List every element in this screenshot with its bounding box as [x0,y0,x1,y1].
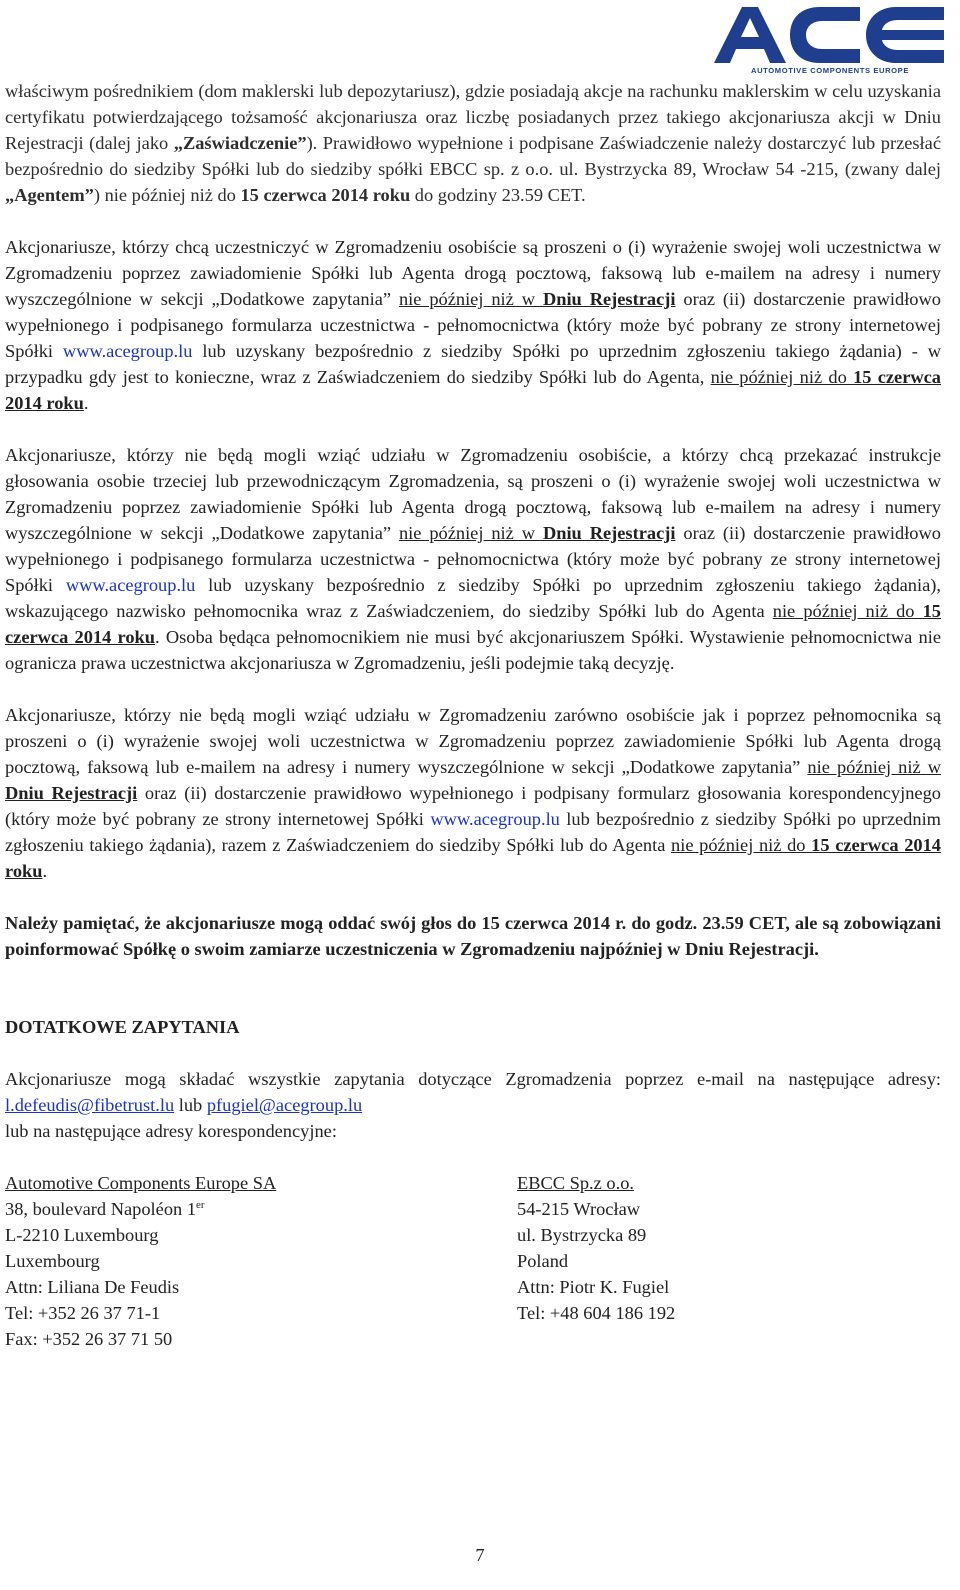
address-ace-attn: Attn: Liliana De Feudis [5,1277,180,1297]
voting-notice: Należy pamiętać, że akcjonariusze mogą oddać swój głos do 15 czerwca 2014 r. do godz. 23.59 CET, ale są zobowiązani poinformować Spółkę o swoim zamiarze uczestniczenia w Zgromadzeniu najpóźniej w Dniu Rejestracji. [5,913,941,959]
website-link[interactable]: www.acegroup.lu [65,575,196,595]
address-ace-fax: Fax: +352 26 37 71 50 [5,1329,173,1349]
logo-subtitle: AUTOMOTIVE COMPONENTS EUROPE [751,66,909,75]
email-link-fugiel[interactable]: pfugiel@acegroup.lu [206,1095,363,1115]
paragraph-correspondence-vote: Akcjonariusze, którzy nie będą mogli wziąć udziału w Zgromadzeniu zarówno osobiście jak i poprzez pełnomocnika są proszeni o (i) wyrażenie swojej woli uczestnictwa w Zgromadzeniu poprzez zawiadomienie Spółki lub Agenta drogą pocztową, faksową lub e-mailem na adresy i numery wyszczególnione w sekcji „Dodatkowe zapytania” nie później niż w Dniu Rejestracji oraz (ii) dostarczenie prawidłowo wypełnionego i podpisany formularz głosowania korespondencyjnego (który może być pobrany ze strony internetowej Spółki www.acegroup.lu lub bezpośrednio z siedziby Spółki po uprzednim zgłoszeniu takiego żądania), razem z Zaświadczeniem do siedziby Spółki lub do Agenta nie później niż do 15 czerwca 2014 roku. [5,705,942,881]
addresses [5,1170,941,1352]
address-ace-tel: Tel: +352 26 37 71-1 [5,1303,161,1323]
document-body [5,78,941,1352]
deadline-date: 15 czerwca 2014 roku [240,185,411,205]
address-ebcc-street: ul. Bystrzycka 89 [517,1225,647,1245]
term-zaswiadczenie: „Zaświadczenie” [173,133,307,153]
address-ace-country: Luxembourg [5,1251,100,1271]
ace-logo [710,3,946,75]
address-ace-name: Automotive Components Europe SA [5,1173,277,1193]
section-heading: DOTATKOWE ZAPYTANIA [5,1017,240,1037]
email-link-defeudis[interactable]: l.defeudis@fibetrust.lu [5,1095,175,1115]
address-ebcc-name: EBCC Sp.z o.o. [517,1173,634,1193]
address-ebcc [517,1170,941,1352]
website-link[interactable]: www.acegroup.lu [430,809,560,829]
paragraph-certificate: właściwym pośrednikiem (dom maklerski lub depozytariusz), gdzie posiadają akcje na rachunku maklerskim w celu uzyskania certyfikatu potwierdzającego tożsamość akcjonariusza oraz liczbę posiadanych przez takiego akcjonariusza akcji w Dniu Rejestracji (dalej jako „Zaświadczenie”). Prawidłowo wypełnione i podpisane Zaświadczenie należy dostarczyć lub przesłać bezpośrednio do siedziby Spółki lub do siedziby spółki EBCC sp. z o.o. ul. Bystrzycka 89, Wrocław 54 -215, (zwany dalej „Agentem”) nie później niż do 15 czerwca 2014 roku do godziny 23.59 CET. [5,81,941,205]
address-ace-street: 38, boulevard Napoléon 1er [5,1199,205,1219]
address-ebcc-attn: Attn: Piotr K. Fugiel [517,1277,670,1297]
paragraph-personal-attendance: Akcjonariusze, którzy chcą uczestniczyć w Zgromadzeniu osobiście są proszeni o (i) wyrażenie swojej woli uczestnictwa w Zgromadzeniu poprzez zawiadomienie Spółki lub Agenta drogą pocztową, faksową lub e-mailem na adresy i numery wyszczególnione w sekcji „Dodatkowe zapytania” nie później niż w Dniu Rejestracji oraz (ii) dostarczenie prawidłowo wypełnionego i podpisanego formularza uczestnictwa - pełnomocnictwa (który może być pobrany ze strony internetowej Spółki www.acegroup.lu lub uzyskany bezpośrednio z siedziby Spółki po uprzednim zgłoszeniu takiego żądania) - w przypadku gdy jest to konieczne, wraz z Zaświadczeniem do siedziby Spółki lub do Agenta, nie później niż do 15 czerwca 2014 roku. [5,237,942,413]
address-ace [5,1170,517,1352]
page-number: 7 [475,1545,485,1565]
ace-logo-mark [710,3,946,65]
address-ebcc-city: 54-215 Wrocław [517,1199,641,1219]
address-ebcc-tel: Tel: +48 604 186 192 [517,1303,676,1323]
paragraph-contact: Akcjonariusze mogą składać wszystkie zapytania dotyczące Zgromadzenia poprzez e-mail na następujące adresy: l.defeudis@fibetrust.lu lub pfugiel@acegroup.lu lub na następujące adresy korespondencyjne: [5,1069,941,1141]
term-agent: „Agentem” [5,185,94,205]
paragraph-proxy: Akcjonariusze, którzy nie będą mogli wziąć udziału w Zgromadzeniu osobiście, a którzy chcą przekazać instrukcje głosowania osobie trzeciej lub przewodniczącym Zgromadzenia, są proszeni o (i) wyrażenie swojej woli uczestnictwa w Zgromadzeniu poprzez zawiadomienie Spółki lub Agenta drogą pocztową, faksową lub e-mailem na adresy i numery wyszczególnione w sekcji „Dodatkowe zapytania” nie później niż w Dniu Rejestracji oraz (ii) dostarczenie prawidłowo wypełnionego i podpisanego formularza uczestnictwa - pełnomocnictwa (który może być pobrany ze strony internetowej Spółki www.acegroup.lu lub uzyskany bezpośrednio z siedziby Spółki po uprzednim zgłoszeniu takiego żądania), wskazującego nazwisko pełnomocnika wraz z Zaświadczeniem, do siedziby Spółki lub do Agenta nie później niż do 15 czerwca 2014 roku. Osoba będąca pełnomocnikiem nie musi być akcjonariuszem Spółki. Wystawienie pełnomocnictwa nie ogranicza prawa uczestnictwa akcjonariusza w Zgromadzeniu, jeśli podejmie taką decyzję. [5,445,942,673]
website-link[interactable]: www.acegroup.lu [62,341,193,361]
address-ace-city: L-2210 Luxembourg [5,1225,159,1245]
address-ebcc-country: Poland [517,1251,569,1271]
